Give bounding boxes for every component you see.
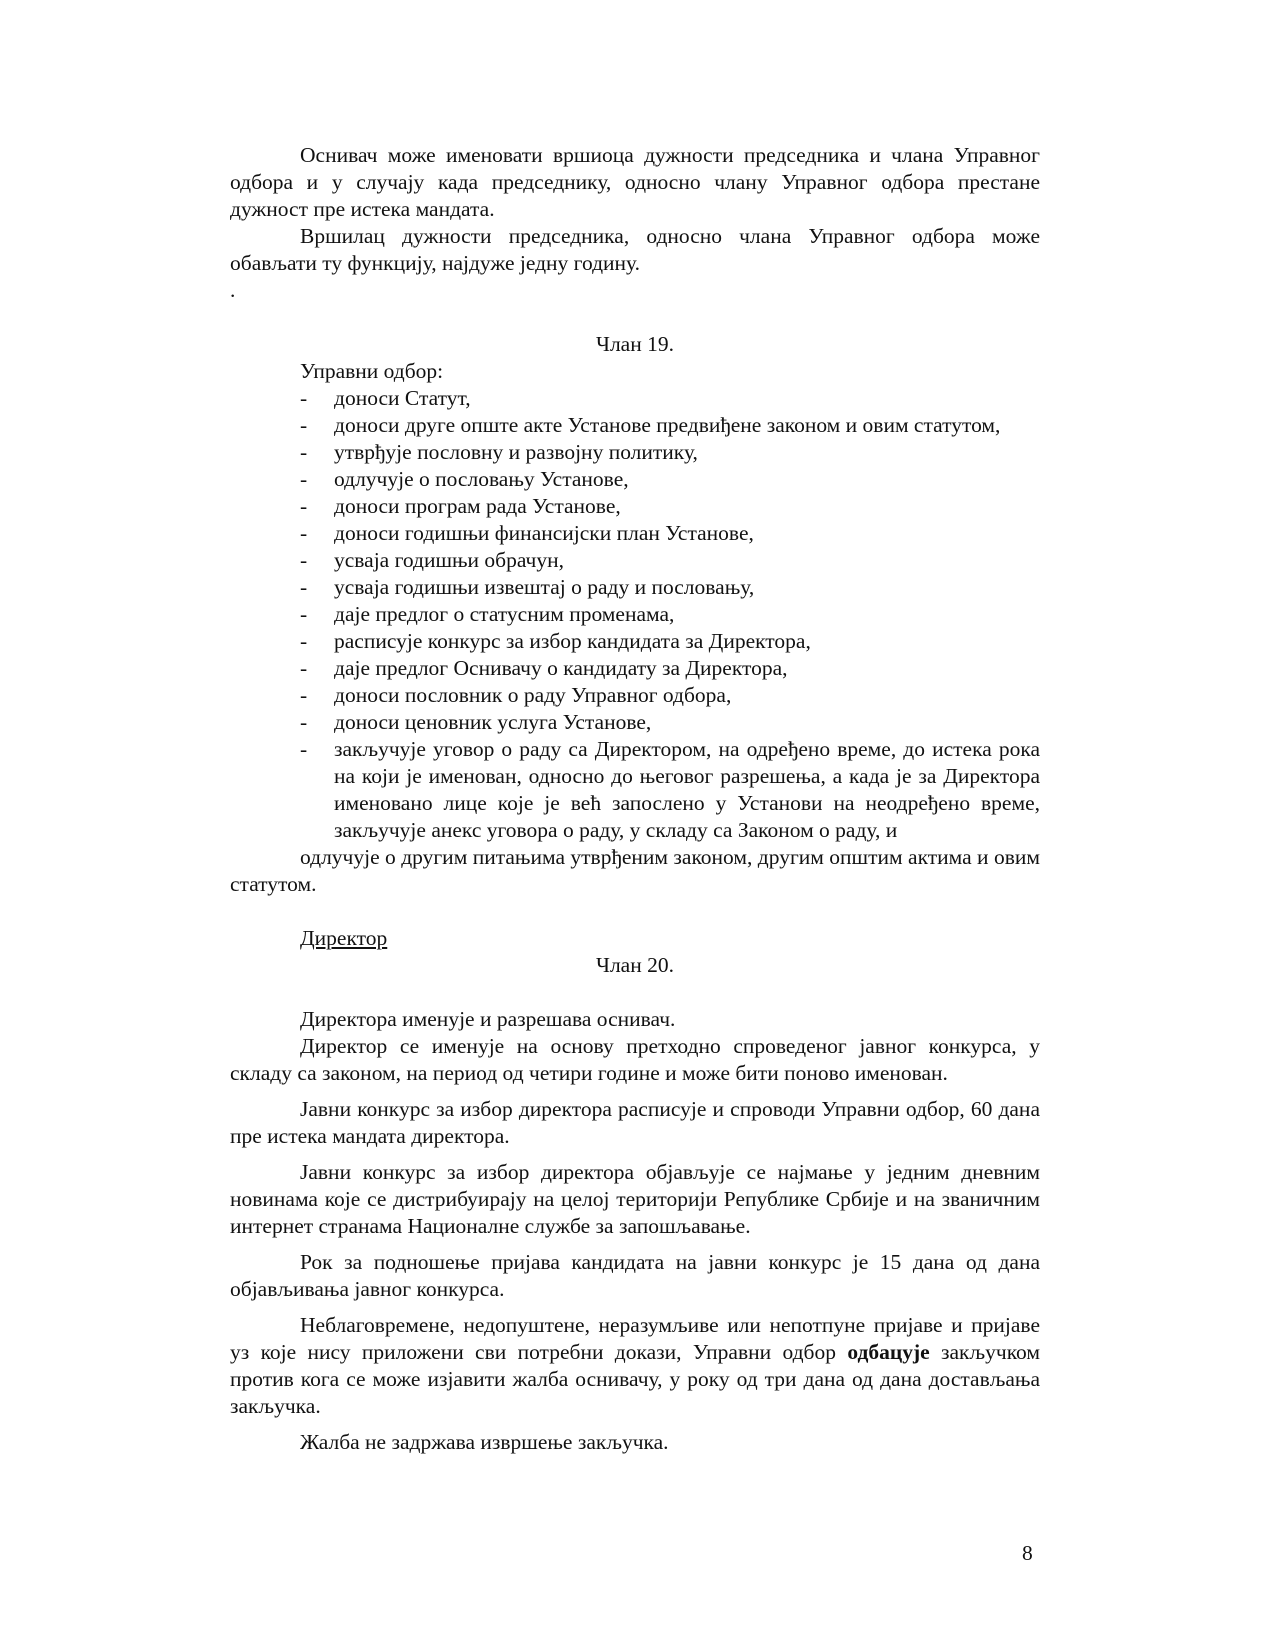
article-20-paragraph-6 <box>230 1312 1040 1420</box>
article-20-paragraph-3: Јавни конкурс за избор директора расписује и спроводи Управни одбор, 60 дана пре истека мандата директора. <box>230 1097 1040 1148</box>
list-item-text: утврђује пословну и развојну политику, <box>334 440 698 464</box>
p6-bold: одбацује <box>847 1340 930 1364</box>
intro-paragraph-1: Оснивач може именовати вршиоца дужности председника и члана Управног одбора и у случају када председнику, односно члану Управног одбора престане дужност пре истека мандата. <box>230 143 1040 221</box>
list-item <box>300 493 1040 520</box>
article-19-list <box>230 385 1040 844</box>
list-item <box>300 655 1040 682</box>
article-20-paragraph-4: Јавни конкурс за избор директора објављује се најмање у једним дневним новинама које се дистрибуирају на целој територији Републике Србије и на званичним интернет странама Националне службе за запошљавање. <box>230 1160 1040 1238</box>
dash-bullet: - <box>300 440 308 464</box>
list-item-text: доноси годишњи финансијски план Установе, <box>334 521 754 545</box>
list-item <box>300 439 1040 466</box>
list-item-text: доноси Статут, <box>334 386 471 410</box>
spacer <box>230 898 1040 925</box>
dash-bullet: - <box>300 737 308 761</box>
list-item <box>300 574 1040 601</box>
list-item <box>300 466 1040 493</box>
stray-dot: . <box>230 278 236 302</box>
list-item-text: усваја годишњи извештај о раду и пословању, <box>334 575 755 599</box>
dash-bullet: - <box>300 602 308 626</box>
dash-bullet: - <box>300 656 308 680</box>
article-19-closing: одлучује о другим питањима утврђеним законом, другим општим актима и овим статутом. <box>230 845 1040 896</box>
list-item <box>300 520 1040 547</box>
article-20-paragraph-2: Директор се именује на основу претходно спроведеног јавног конкурса, у складу са законом, на период од четири године и може бити поново именован. <box>230 1034 1040 1085</box>
spacer <box>230 304 1040 331</box>
spacer <box>230 979 1040 1006</box>
dash-bullet: - <box>300 548 308 572</box>
list-item <box>300 682 1040 709</box>
dash-bullet: - <box>300 683 308 707</box>
list-item <box>300 547 1040 574</box>
dash-bullet: - <box>300 575 308 599</box>
article-20-paragraph-5: Рок за подношење пријава кандидата на јавни конкурс је 15 дана од дана објављивања јавног конкурса. <box>230 1250 1040 1301</box>
intro-paragraph-2: Вршилац дужности председника, односно члана Управног одбора може обављати ту функцију, најдуже једну годину. <box>230 224 1040 275</box>
list-item <box>300 601 1040 628</box>
list-item-text: доноси пословник о раду Управног одбора, <box>334 683 732 707</box>
list-item-text: расписује конкурс за избор кандидата за Директора, <box>334 629 811 653</box>
page-number: 8 <box>1022 1541 1033 1565</box>
p6-before: Неблаговремене, недопуштене, неразумљиве или непотпуне пријаве и пријаве уз које нису приложени сви потребни докази, Управни одбор <box>230 1313 1040 1364</box>
list-item-text: закључује уговор о раду са Директором, на одређено време, до истека рока на који је именован, односно до његовог разрешења, а када је за Директора именовано лице које је већ запослено у Установи на неодређено време, закључује анекс уговора о раду, у складу са Законом о раду, и <box>334 737 1040 842</box>
article-20-paragraph-1: Директора именује и разрешава оснивач. <box>300 1007 676 1031</box>
dash-bullet: - <box>300 386 308 410</box>
list-item-text: усваја годишњи обрачун, <box>334 548 565 572</box>
list-item-text: доноси ценовник услуга Установе, <box>334 710 652 734</box>
dash-bullet: - <box>300 629 308 653</box>
director-section-title-text: Директор <box>300 926 388 950</box>
list-item <box>300 709 1040 736</box>
document-page <box>230 142 1040 1456</box>
dash-bullet: - <box>300 710 308 734</box>
director-section-title <box>230 925 1040 952</box>
dash-bullet: - <box>300 521 308 545</box>
list-item <box>300 385 1040 412</box>
article-19-lead: Управни одбор: <box>300 359 444 383</box>
p6-after: закључком против кога се може изјавити жалба оснивачу, у року од три дана од дана достављања закључка. <box>230 1340 1040 1418</box>
list-item <box>300 412 1040 439</box>
list-item-text: даје предлог Оснивачу о кандидату за Директора, <box>334 656 788 680</box>
list-item-text: даје предлог о статусним променама, <box>334 602 675 626</box>
dash-bullet: - <box>300 494 308 518</box>
list-item <box>300 736 1040 844</box>
dash-bullet: - <box>300 467 308 491</box>
article-19-heading: Члан 19. <box>595 332 674 356</box>
list-item-text: доноси друге опште акте Установе предвиђене законом и овим статутом, <box>334 413 1001 437</box>
dash-bullet: - <box>300 413 308 437</box>
article-20-heading: Члан 20. <box>595 953 674 977</box>
list-item <box>300 628 1040 655</box>
list-item-text: доноси програм рада Установе, <box>334 494 621 518</box>
article-20-paragraph-7: Жалба не задржава извршење закључка. <box>300 1430 669 1454</box>
list-item-text: одлучује о пословању Установе, <box>334 467 629 491</box>
